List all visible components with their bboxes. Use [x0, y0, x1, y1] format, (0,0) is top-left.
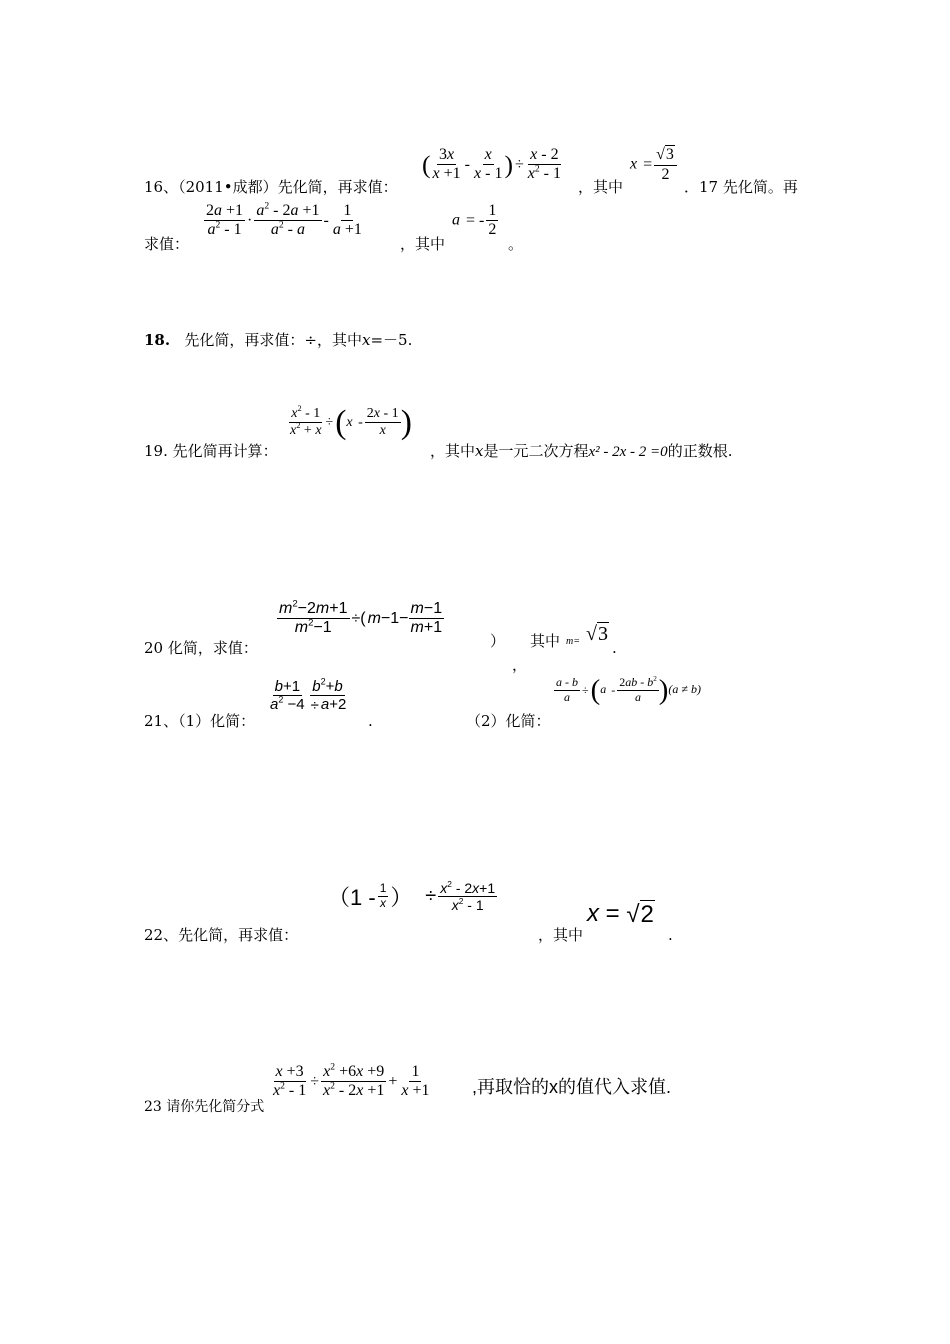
q22-prefix: 22、先化简，再求值：	[144, 926, 299, 944]
q20-sqrt3: √3	[586, 622, 608, 645]
q19-expression: $\frac{x^2 - 1}{x^2 + x}$ ÷(x - $\frac{2x - 1}{x}$ )	[290, 404, 412, 441]
q19-equation: x² - 2x - 2 =0	[588, 444, 668, 460]
q23-tail: ,再取恰的x的值代入求值.	[472, 1077, 672, 1097]
q16-condition: x = $\frac{√3}{2}$	[630, 146, 677, 184]
q21-expression-1: $\frac{b+1}{a^2 -4}$ $\frac{b^2+b}{\div a+2}$	[270, 676, 347, 714]
q16-condition-prefix: ，其中	[578, 178, 624, 196]
q20-cond-var: m=	[566, 636, 580, 647]
q19-mid: ，其中	[430, 442, 476, 460]
q19-mid2: 是一元二次方程	[483, 442, 589, 460]
q18-line	[144, 331, 412, 349]
q16-line	[144, 178, 398, 196]
q18-var: x	[362, 331, 371, 349]
q18-value: =－5.	[370, 331, 413, 349]
q17-tail: 。	[508, 235, 524, 253]
q22-condition: x = √2	[587, 900, 654, 928]
q17-expression: $\frac{2a +1}{a^2 - 1}$ · $\frac{a^2 - 2a +1}{a^2 - a}$ - $\frac{1}{a +1}$	[206, 200, 362, 239]
q16-expression: ( $\frac{3x}{x +1}$ - $\frac{x}{x - 1}$ ) ÷ $\frac{x - 2}{x^2 - 1}$	[422, 146, 561, 183]
q19-tail-line	[430, 442, 732, 461]
q17-condition: a = - $\frac{1}{2}$	[452, 202, 497, 239]
q19-tail: 的正数根.	[667, 442, 733, 460]
q21-cond: (a ≠ b)	[668, 682, 701, 697]
q17-prefix: 求值：	[144, 235, 190, 253]
q20-expression: $\frac{m^2-2m+1}{m^2-1}$ ÷( m−1− $\frac{m-1}{m+1}$	[279, 598, 443, 637]
q16-source: （2011•成都）先化简，再求值：	[178, 178, 398, 196]
q21-tail1: .	[368, 712, 373, 730]
q20-comma: ，	[512, 656, 528, 674]
q18-text: 先化简，再求值：÷，其中	[184, 331, 362, 349]
q22-tail: .	[668, 926, 673, 944]
q16-number: 16、	[144, 178, 179, 196]
q20-condition-prefix: 其中	[530, 632, 561, 650]
q22-expression: （1 - $\frac{1}{x}$ ） ÷ $\frac{x^2 - 2x+1}{x^2 - 1}$	[328, 879, 496, 914]
q20-tail: .	[612, 639, 617, 657]
q20-close: ）	[490, 632, 506, 650]
q21-part2: （2）化简：	[466, 712, 551, 730]
q23-prefix: 23 请你先化简分式	[144, 1099, 265, 1115]
q18-number: 18.	[144, 331, 171, 349]
q20-prefix: 20 化简，求值：	[144, 639, 258, 657]
q19-prefix: 19. 先化简再计算：	[144, 442, 278, 460]
q19-var: x	[475, 442, 484, 460]
q16-tail: ．17 先化简。再	[684, 178, 798, 196]
q17-condition-prefix: ，其中	[400, 235, 446, 253]
q23-expression: $\frac{x +3}{x^2 - 1}$ ÷ $\frac{x^2 +6x +9}{x^2 - 2x +1}$ + $\frac{1}{x +1}$	[273, 1061, 430, 1100]
q21-prefix: 21、（1）化简：	[144, 712, 256, 730]
q22-condition-prefix: ，其中	[538, 926, 584, 944]
q21-expression-2: $\frac{a - b}{a}$ ÷(a - $\frac{2ab - b^2}{a}$ )(a ≠ b)	[556, 674, 701, 706]
